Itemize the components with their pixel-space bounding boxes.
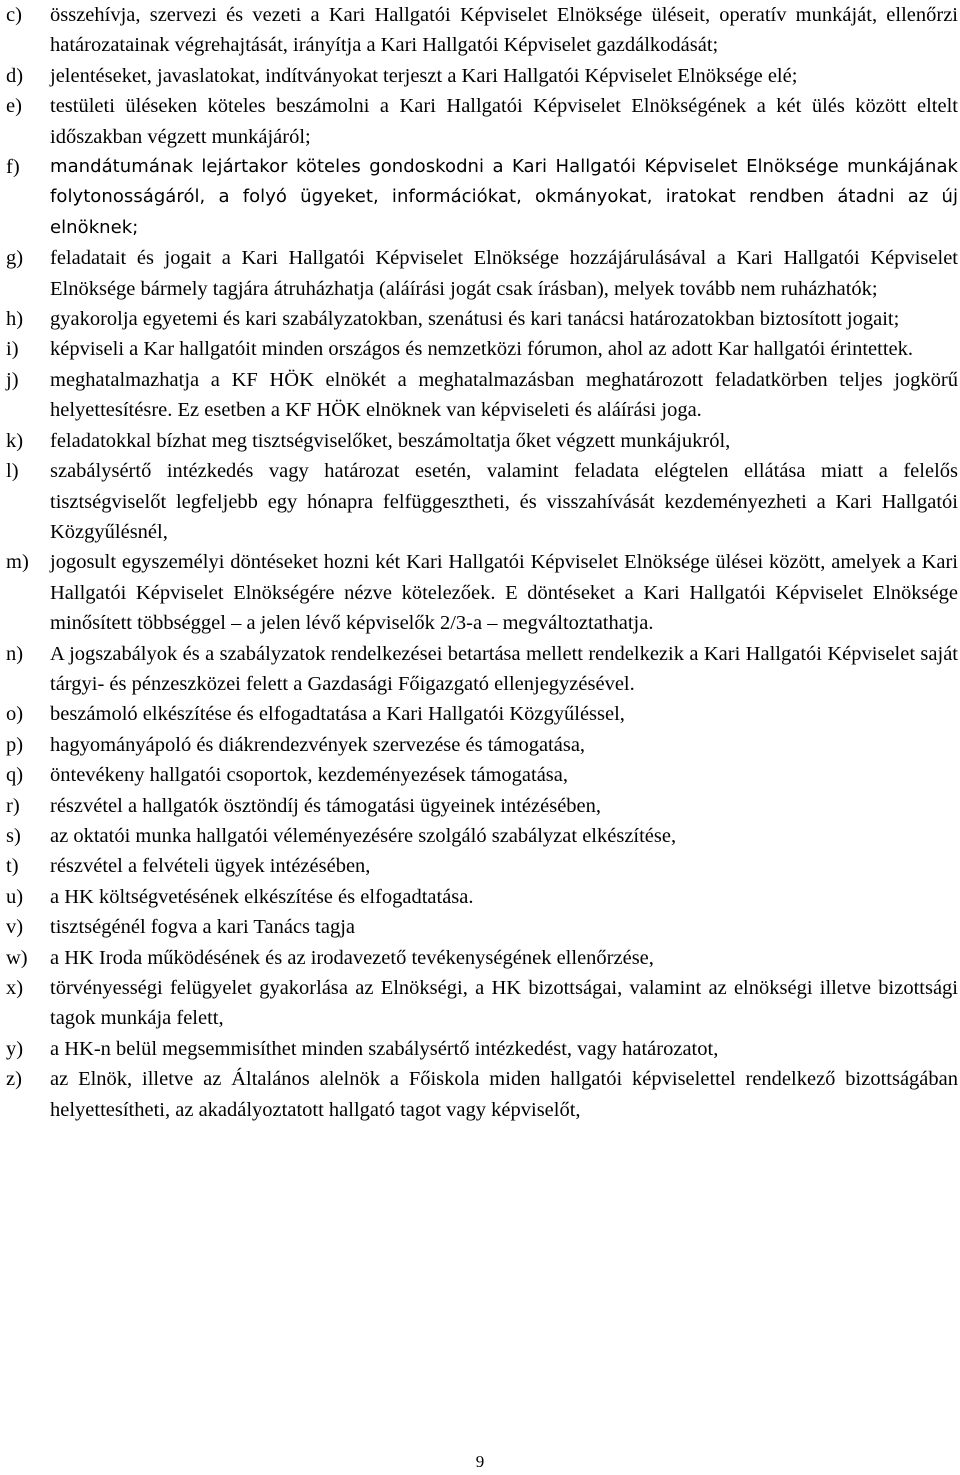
list-item-f: [6, 152, 958, 243]
item-marker: s): [6, 824, 21, 847]
list-item-h: [6, 304, 958, 334]
item-text: részvétel a felvételi ügyek intézésében,: [50, 855, 371, 878]
item-marker: p): [6, 733, 24, 756]
item-marker: k): [6, 429, 24, 452]
item-marker: f): [6, 156, 20, 179]
item-marker: z): [6, 1068, 22, 1091]
item-text: mandátumának lejártakor köteles gondoskodni a Kari Hallgatói Képviselet Elnöksége munkájának folytonosságáról, a folyó ügyeket, információkat, okmányokat, iratokat rendben átadni az új elnöknek;: [50, 156, 958, 238]
item-text: meghatalmazhatja a KF HÖK elnökét a meghatalmazásban meghatározott feladatkörben teljes jogkörű helyettesítésre. Ez esetben a KF HÖK elnöknek van képviseleti és aláírási joga.: [50, 368, 958, 422]
list-item-z: [6, 1064, 958, 1125]
item-text: jelentéseket, javaslatokat, indítványokat terjeszt a Kari Hallgatói Képviselet Elnöksége elé;: [50, 64, 798, 87]
item-marker: g): [6, 247, 24, 270]
list-item-p: [6, 730, 958, 760]
item-text: testületi üléseken köteles beszámolni a Kari Hallgatói Képviselet Elnökségének a két ülés között eltelt időszakban végzett munkájáról;: [50, 95, 958, 148]
list-item-v: [6, 912, 958, 942]
item-marker: t): [6, 855, 19, 878]
list-item-s: [6, 821, 958, 851]
item-text: feladatokkal bízhat meg tisztségviselőket, beszámoltatja őket végzett munkájukról,: [50, 429, 731, 452]
item-marker: d): [6, 64, 24, 87]
item-text: öntevékeny hallgatói csoportok, kezdeményezések támogatása,: [50, 764, 568, 787]
list-item-e: [6, 91, 958, 152]
item-text: összehívja, szervezi és vezeti a Kari Hallgatói Képviselet Elnöksége üléseit, operatív munkáját, ellenőrzi határozatainak végrehajtását, irányítja a Kari Hallgatói Képviselet gazdálkodását;: [50, 4, 958, 57]
list-item-q: [6, 760, 958, 790]
list-item-m: [6, 547, 958, 638]
item-marker: y): [6, 1037, 24, 1060]
list-item-y: [6, 1034, 958, 1064]
list-item-n: [6, 639, 958, 700]
item-text: részvétel a hallgatók ösztöndíj és támogatási ügyeinek intézésében,: [50, 794, 602, 817]
item-marker: u): [6, 885, 24, 908]
item-text: az Elnök, illetve az Általános alelnök a Főiskola miden hallgatói képviselettel rendelkező bizottságában helyettesítheti, az akadályoztatott hallgató tagot vagy képviselőt,: [50, 1068, 958, 1121]
item-marker: q): [6, 764, 24, 787]
item-text: beszámoló elkészítése és elfogadtatása a Kari Hallgatói Közgyűléssel,: [50, 703, 625, 726]
list-item-k: [6, 426, 958, 456]
item-marker: v): [6, 916, 24, 939]
list-item-g: [6, 243, 958, 304]
item-marker: h): [6, 308, 24, 331]
item-marker: i): [6, 338, 19, 361]
item-marker: e): [6, 95, 22, 118]
item-text: az oktatói munka hallgatói véleményezésére szolgáló szabályzat elkészítése,: [50, 824, 677, 847]
item-marker: c): [6, 4, 22, 26]
list-item-i: [6, 334, 958, 364]
item-marker: j): [6, 368, 19, 391]
list-item-j: [6, 365, 958, 426]
item-text: hagyományápoló és diákrendezvények szervezése és támogatása,: [50, 733, 586, 756]
list-item-u: [6, 882, 958, 912]
page-number: 9: [475, 1452, 485, 1471]
item-text: a HK költségvetésének elkészítése és elfogadtatása.: [50, 885, 474, 908]
item-text: a HK Iroda működésének és az irodavezető tevékenységének ellenőrzése,: [50, 946, 654, 969]
item-marker: w): [6, 946, 28, 969]
item-text: gyakorolja egyetemi és kari szabályzatokban, szenátusi és kari tanácsi határozatokban biztosított jogait;: [50, 308, 900, 331]
item-marker: n): [6, 642, 24, 665]
item-marker: l): [6, 460, 19, 483]
item-text: A jogszabályok és a szabályzatok rendelkezései betartása mellett rendelkezik a Kari Hallgatói Képviselet saját tárgyi- és pénzeszközei felett a Gazdasági Főigazgató ellenjegyzésével.: [50, 642, 958, 695]
item-marker: o): [6, 703, 24, 726]
item-text: tisztségénél fogva a kari Tanács tagja: [50, 916, 355, 939]
item-marker: r): [6, 794, 20, 817]
list-item-o: [6, 699, 958, 729]
item-text: törvényességi felügyelet gyakorlása az Elnökségi, a HK bizottságai, valamint az elnökségi illetve bizottsági tagok munkája felett,: [50, 977, 958, 1030]
item-text: feladatait és jogait a Kari Hallgatói Képviselet Elnöksége hozzájárulásával a Kari Hallgatói Képviselet Elnöksége bármely tagjára átruházhatja (aláírási jogát csak írásban), melyek tovább nem ruházhatók;: [50, 247, 958, 300]
item-list: [6, 0, 958, 1125]
list-item-t: [6, 851, 958, 881]
item-marker: m): [6, 551, 29, 574]
list-item-l: [6, 456, 958, 547]
item-text: képviseli a Kar hallgatóit minden országos és nemzetközi fórumon, ahol az adott Kar hallgatói érintettek.: [50, 338, 913, 361]
item-text: a HK-n belül megsemmisíthet minden szabálysértő intézkedést, vagy határozatot,: [50, 1037, 719, 1060]
item-text: szabálysértő intézkedés vagy határozat esetén, valamint feladata elégtelen ellátása miatt a felelős tisztségviselőt legfeljebb egy hónapra felfüggesztheti, és visszahívását kezdeményezheti a Kari Hallgatói Közgyűlésnél,: [50, 460, 958, 543]
list-item-c: [6, 0, 958, 61]
list-item-d: [6, 61, 958, 91]
list-item-x: [6, 973, 958, 1034]
item-marker: x): [6, 977, 24, 999]
list-item-w: [6, 943, 958, 973]
list-item-r: [6, 791, 958, 821]
item-text: jogosult egyszemélyi döntéseket hozni két Kari Hallgatói Képviselet Elnöksége ülései között, amelyek a Kari Hallgatói Képviselet Elnökségére nézve kötelezőek. E döntéseket a Kari Hallgatói Képviselet Elnöksége minősített többséggel – a jelen lévő képviselők 2/3-a – megváltoztathatja.: [50, 551, 958, 635]
